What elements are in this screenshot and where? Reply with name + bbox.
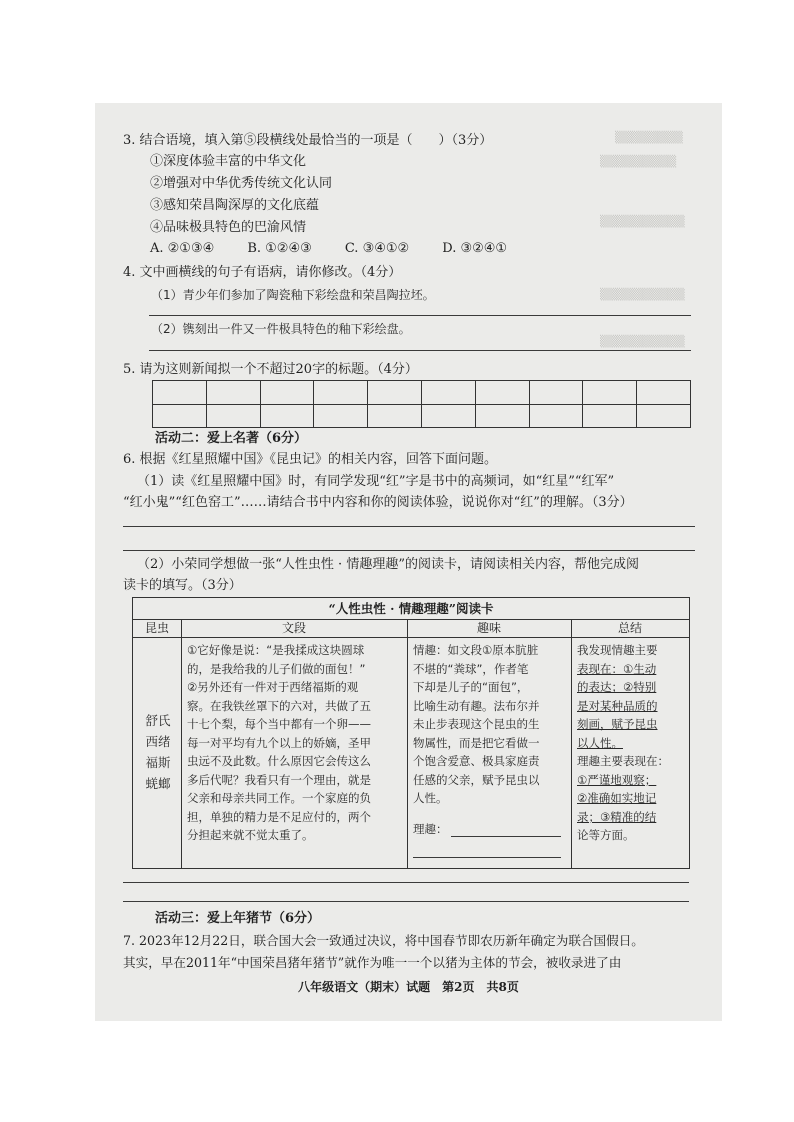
q3-option-1: ①深度体验丰富的中华文化 [150,154,307,169]
activity-3-heading: 活动三：爱上年猪节（6分） [155,911,321,926]
column-divider [571,619,572,868]
passage-line: 多后代呢？我看只有一个理由，就是 [187,772,371,787]
summary-line: ②准确如实地记 [577,791,657,805]
bleed-through: ▒▒▒▒▒▒▒▒▒▒ [600,288,685,301]
q6-part1-line1: （1）读《红星照耀中国》时，有同学发现“红”字是书中的高频词，如“红星”“红军” [137,474,615,489]
li-qu-label: 理趣： [413,822,448,836]
insect-name-line: 蜣螂 [145,776,171,791]
insect-name [139,710,177,794]
answer-line [149,315,691,316]
summary-line: 理趣主要表现在： [577,754,669,768]
reading-card [132,597,690,869]
passage-line: 每一对平均有九个以上的娇嫡，圣甲 [187,735,371,750]
summary-line: 是对某种品质的 [577,698,658,713]
interest-line: 下却是儿子的“面包”， [413,680,529,694]
answer-line [123,526,695,527]
q3-option-3: ③感知荣昌陶深厚的文化底蕴 [150,198,320,213]
passage-line: ②另外还有一件对于西绪福斯的观 [187,680,359,694]
bleed-through: ▒▒▒▒▒▒▒▒▒▒ [600,215,685,228]
q6-part1-line2: “红小鬼”“红色窑工”……请结合书中内容和你的阅读体验，说说你对“红”的理解。（3分） [123,495,633,510]
passage-line: 的，是我给我的儿子们做的面包！” [187,661,366,676]
interest-text [413,641,540,808]
q6-stem: 6. 根据《红星照耀中国》《昆虫记》的相关内容，回答下面问题。 [123,452,498,467]
passage-line: 担，单独的精力是不足应付的，两个 [187,809,371,824]
exam-page [95,103,722,1021]
passage-line: ①它好像是说：“是我揉成这块圆球 [187,643,365,657]
interest-line: 任感的父亲，赋予昆虫以 [413,772,540,787]
q6-part2-line1: （2）小荣同学想做一张“人性虫性 · 情趣理趣”的阅读卡，请阅读相关内容，帮他完成阅 [137,557,639,572]
header-interest: 趣味 [407,619,571,638]
interest-line: 个饱含爱意、极具家庭责 [413,754,540,768]
interest-line: 情趣：如文段①原本肮脏 [413,643,539,657]
interest-line: 物属性，而是把它看做一 [413,735,540,750]
summary-line: 录；③精准的结 [577,809,657,824]
header-summary: 总结 [571,619,689,638]
q4-stem: 4. 文中画横线的句子有语病，请你修改。（4分） [123,265,402,280]
column-divider [181,619,182,868]
interest-line: 未止步表现这个昆虫的生 [413,717,540,731]
insect-name-line: 福斯 [145,755,171,770]
insect-name-line: 西绪 [145,734,171,749]
summary-line: 以人性。 [577,735,623,750]
page-footer: 八年级语文（期末）试题 第2页 共8页 [298,980,519,994]
q3-stem: 3. 结合语境，填入第⑤段横线处最恰当的一项是（ ）（3分） [123,133,493,148]
summary-line: ①严谨地观察； [577,772,657,787]
q4-sentence-1: （1）青少年们参加了陶瓷釉下彩绘盘和荣昌陶拉坯。 [151,288,435,302]
passage-line: 父亲和母亲共同工作。一个家庭的负 [187,791,371,805]
activity-2-heading: 活动二：爱上名著（6分） [155,431,308,446]
summary-line: 我发现情趣主要 [577,643,658,657]
header-insect: 昆虫 [133,619,181,638]
summary-line: 刻画，赋予昆虫 [577,717,658,731]
bleed-through: ▒▒▒▒▒▒▒▒ [615,131,683,144]
reading-card-title: “人性虫性 · 情趣理趣”阅读卡 [133,598,689,620]
q3-option-4: ④品味极具特色的巴渝风情 [150,220,307,235]
summary-line: 表现在：①生动 [577,661,657,676]
interest-line: 比喻生动有趣。法布尔并 [413,698,540,713]
insect-name-line: 舒氏 [145,713,171,728]
interest-line: 人性。 [413,791,448,805]
bleed-through: ▒▒▒▒▒▒▒▒▒▒ [600,335,685,348]
header-text: 文段 [181,619,407,638]
passage-line: 虫远不及此数。什么原因它会传这么 [187,754,371,768]
q3-option-2: ②增强对中华优秀传统文化认同 [150,176,333,191]
interest-line: 不堪的“粪球”，作者笔 [413,661,529,676]
q7-line-2: 其实，早在2011年“中国荣昌猪年猪节”就作为唯一一个以猪为主体的节会，被收录进了由 [123,955,622,970]
q4-sentence-2: （2）镌刻出一件又一件极具特色的釉下彩绘盘。 [151,322,411,336]
answer-line [123,882,689,883]
q6-part2-line2: 读卡的填写。（3分） [123,578,242,593]
summary-text [577,641,669,845]
answer-line [123,901,689,902]
li-qu-answer-line[interactable] [413,857,561,858]
answer-line [123,550,695,551]
summary-line: 的表达；②特别 [577,680,657,694]
li-qu-answer-line[interactable] [451,836,561,837]
q5-stem: 5. 请为这则新闻拟一个不超过20字的标题。（4分） [123,362,418,377]
passage-line: 十七个梨，每个当中都有一个卵—— [187,717,371,731]
passage-line: 察。在我铁丝罩下的六对，共做了五 [187,698,371,713]
passage-text [187,641,371,845]
passage-line: 分担起来就不觉太重了。 [187,828,314,842]
column-divider [407,619,408,868]
answer-line [149,350,691,351]
bleed-through: ▒▒▒▒▒▒▒▒▒ [600,155,677,168]
q3-choices: A. ②①③④ B. ①②④③ C. ③④①② D. ③②④① [150,241,508,256]
title-answer-grid[interactable] [152,380,691,428]
summary-line: 论等方面。 [577,828,635,842]
q7-line-1: 7. 2023年12月22日，联合国大会一致通过决议，将中国春节即农历新年确定为联合国假日。 [123,933,644,948]
